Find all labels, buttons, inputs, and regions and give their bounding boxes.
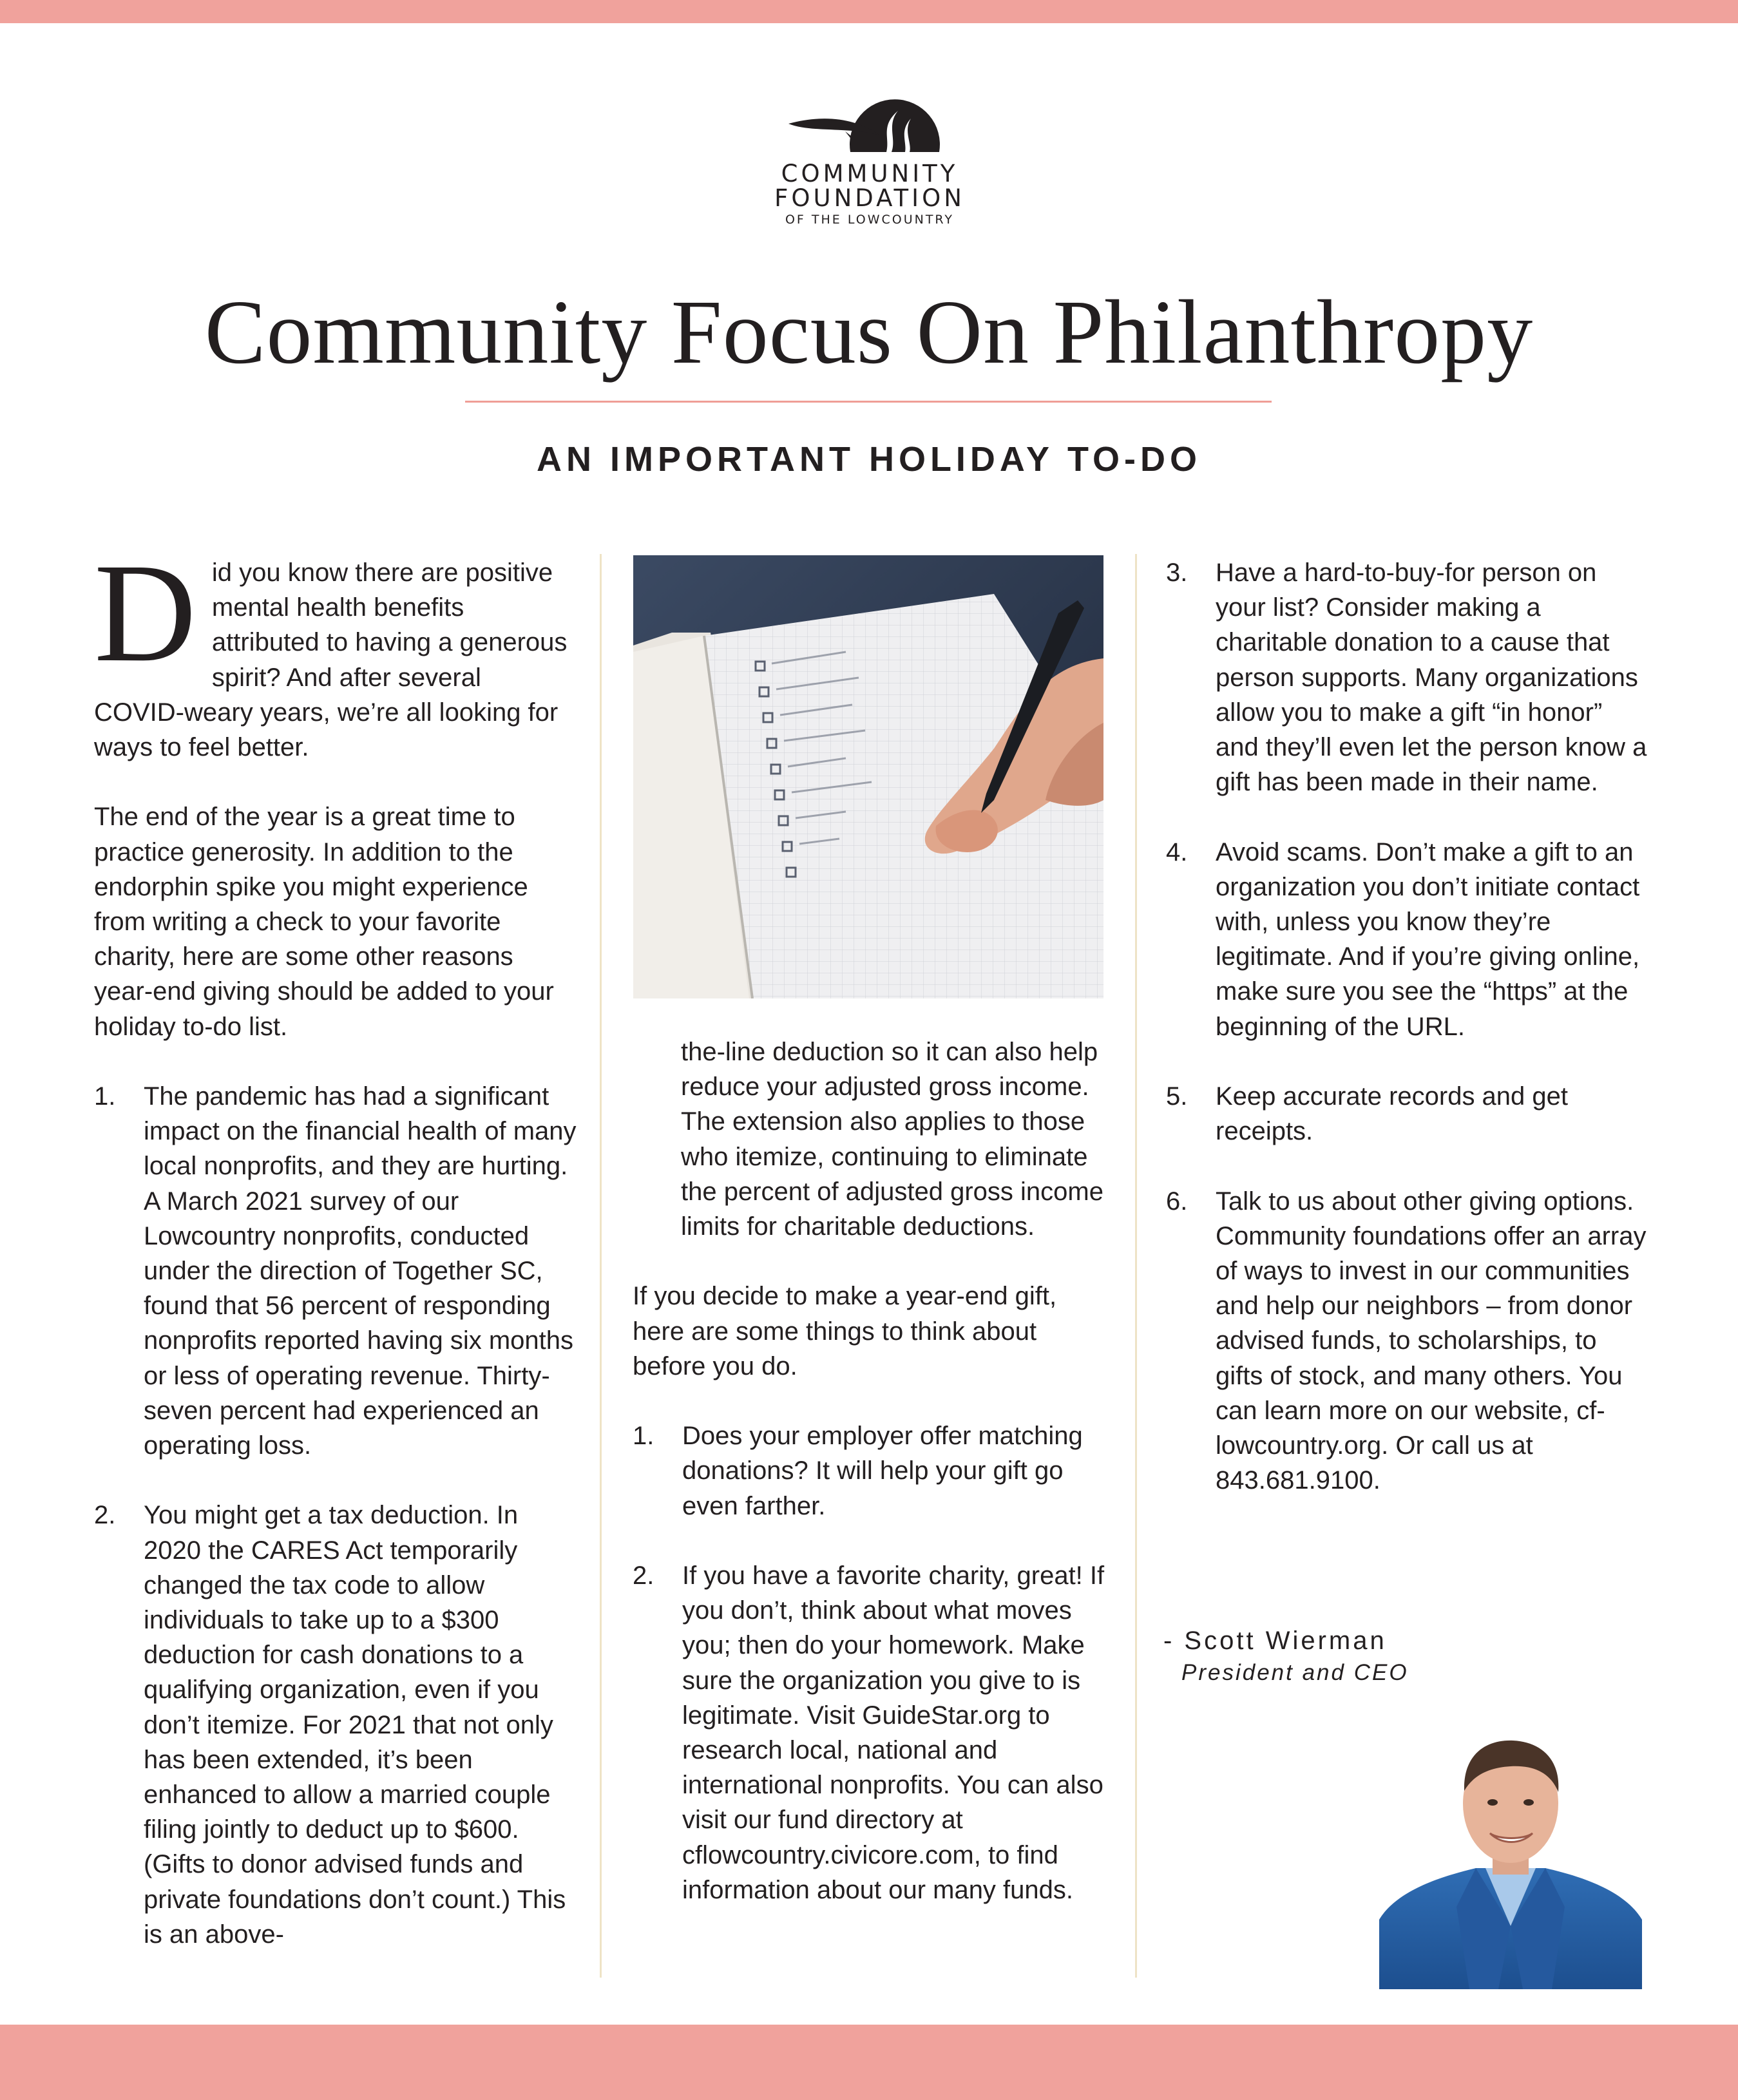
list-number: 5. [1166,1082,1188,1111]
author-signature [1163,1623,1498,1688]
list-item-text: The pandemic has had a significant impact on the financial health of many local nonprofits, and they are hurting. A March 2021 survey of our Lowcountry nonprofits, conducted under the direction of Together SC, found that 56 percent of responding nonprofits reported having six months or less of operating revenue. Thirty-seven percent had experienced an operating loss. [144,1082,577,1460]
list-item [633,1558,1109,1907]
list-number: 6. [1166,1187,1188,1216]
intro-paragraph [94,534,577,765]
list-item [1166,555,1649,799]
list-item-text: You might get a tax deduction. In 2020 the CARES Act temporarily changed the tax code to allow individuals to take up to a $300 deduction for cash donations to a qualifying organization, even if you don’t itemize. For 2021 that not only has been extended, it’s been enhanced to allow a married couple filing jointly to deduct up to $600. (Gifts to donor advised funds and private foundations don’t count.) This is an above- [144,1501,566,1949]
section-subtitle: AN IMPORTANT HOLIDAY TO-DO [536,440,1202,479]
author-portrait-photo [1379,1713,1642,1989]
tips-list [633,1418,1109,1907]
list-number: 4. [1166,837,1188,866]
list-item [633,1418,1109,1523]
logo-line-foundation: FOUNDATION [774,184,965,212]
body-paragraph: The end of the year is a great time to practice generosity. In addition to the endorphin spike you might experience from writing a check to your favorite charity, here are some other reasons year-end giving should be added to your holiday to-do list. [94,803,554,1041]
page-title: Community Focus On Philanthropy [204,281,1534,383]
list-item [94,1498,577,1952]
drop-cap: D [94,534,196,691]
tips-list-continued [1166,555,1649,1498]
list-item [1166,835,1649,1044]
list-number: 1. [633,1422,654,1451]
list-number: 1. [94,1082,116,1111]
bottom-accent-band [0,2025,1738,2100]
list-item [94,1079,577,1463]
title-divider [465,401,1272,403]
column-divider [1135,554,1137,1978]
body-paragraph: If you decide to make a year-end gift, here are some things to think about before you do. [633,1282,1057,1380]
intro-text: id you know there are positive mental health benefits attributed to having a generous spirit? And after several COVID-weary years, we’re all looking for ways to feel better. [94,558,568,762]
logo-line-lowcountry: OF THE LOWCOUNTRY [785,213,955,227]
column-divider [600,554,602,1978]
article-column-2 [633,1035,1109,1942]
list-item-text: Avoid scams. Don’t make a gift to an organization you don’t initiate contact with, unless you know they’re legitimate. And if you’re giving online, make sure you see the “https” at the beginning of the URL. [1216,837,1640,1041]
list-item-text: If you have a favorite charity, great! If you don’t, think about what moves you; then do your homework. Make sure the organization you give to is legitimate. Visit GuideStar.org to research local, national and international nonprofits. You can also visit our fund directory at cflowcountry.civicore.com, to find information about our many funds. [682,1561,1105,1904]
list-item-text: Does your employer offer matching donations? It will help your gift go even farther. [682,1422,1083,1520]
author-portrait-illustration [1379,1713,1642,1989]
author-name: - Scott Wierman [1163,1627,1387,1655]
top-accent-band [0,0,1738,23]
checklist-notebook-photo [633,555,1103,998]
logo-line-community: COMMUNITY [781,160,959,187]
list-number: 2. [94,1501,116,1530]
list-number: 3. [1166,558,1188,587]
checklist-notebook-illustration [633,555,1103,998]
list-item-text: Talk to us about other giving options. Community foundations offer an array of ways to invest in our communities and help our neighbors – from donor advised funds, to scholarships, to gifts of stock, and many others. You can learn more on our website, cf-lowcountry.org. Or call us at 843.681.9100. [1216,1187,1647,1495]
article-column-1 [94,534,577,1987]
article-column-3 [1166,555,1649,1533]
list-item [1166,1184,1649,1498]
list-item-continuation: the-line deduction so it can also help reduce your adjusted gross income. The extension also applies to those who itemize, continuing to eliminate the percent of adjusted gross income limits for charitable deductions. [681,1038,1103,1241]
community-foundation-logo [741,84,998,238]
reasons-list [94,1079,577,1952]
list-number: 2. [633,1561,654,1590]
list-item-text: Have a hard-to-buy-for person on your list? Consider making a charitable donation to a cause that person supports. Many organizations allow you to make a gift “in honor” and they’ll even let the person know a gift has been made in their name. [1216,558,1647,797]
author-title: President and CEO [1181,1660,1409,1685]
list-item [1166,1079,1649,1149]
list-item-text: Keep accurate records and get receipts. [1216,1082,1569,1146]
